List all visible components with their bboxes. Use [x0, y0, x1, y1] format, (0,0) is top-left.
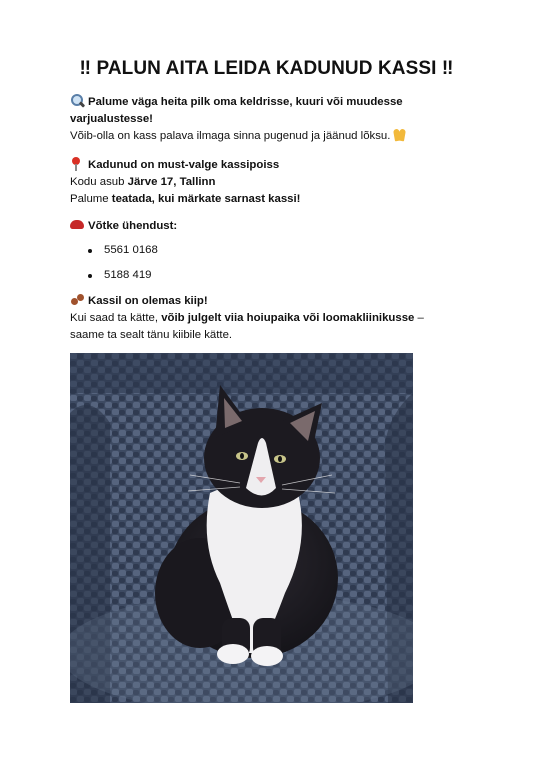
praying-hands-icon — [392, 128, 406, 141]
poster-title: ‼ PALUN AITA LEIDA KADUNUD KASSI ‼ — [79, 58, 454, 79]
chip-suffix: – — [414, 312, 424, 324]
chip-line-1 — [70, 310, 470, 327]
list-item — [86, 268, 158, 293]
chip-heading: Kassil on olemas kiip! — [88, 295, 208, 307]
missing-section — [70, 157, 470, 208]
search-line-1 — [70, 94, 470, 111]
search-text: Võib-olla on kass palava ilmaga sinna pugenud ja jäänud lõksu. — [70, 130, 391, 142]
search-line-3 — [70, 128, 470, 145]
phone-number-1: 5561 0168 — [104, 244, 158, 256]
search-bold-text-2: varjualustesse! — [70, 113, 153, 125]
list-item — [86, 243, 158, 268]
home-address: Järve 17, Tallinn — [127, 176, 216, 188]
home-prefix: Kodu asub — [70, 176, 128, 188]
pin-icon — [70, 157, 85, 170]
search-section — [70, 94, 470, 145]
contact-section — [70, 218, 470, 235]
chip-bold: võib julgelt viia hoiupaika või loomakliinikusse — [161, 312, 415, 324]
chip-heading-line — [70, 293, 470, 310]
home-line — [70, 174, 470, 191]
notify-bold: teatada, kui märkate sarnast kassi! — [111, 193, 301, 205]
chip-prefix: Kui saad ta kätte, — [70, 312, 162, 324]
missing-heading: Kadunud on must-valge kassipoiss — [88, 159, 280, 171]
paw-prints-icon — [70, 293, 85, 306]
notify-prefix: Palume — [70, 193, 112, 205]
missing-heading-line — [70, 157, 470, 174]
chip-line-2: saame ta sealt tänu kiibile kätte. — [70, 329, 233, 341]
phone-icon — [70, 218, 85, 231]
contact-heading-line — [70, 218, 470, 235]
contact-heading: Võtke ühendust: — [88, 220, 178, 232]
notify-line — [70, 191, 470, 208]
phone-number-2: 5188 419 — [104, 269, 152, 281]
phone-list — [86, 243, 158, 293]
cat-photo — [70, 353, 413, 703]
chip-section — [70, 293, 470, 344]
magnifier-icon — [70, 94, 85, 107]
search-bold-text-1: Palume väga heita pilk oma keldrisse, kuuri või muudesse — [88, 96, 403, 108]
